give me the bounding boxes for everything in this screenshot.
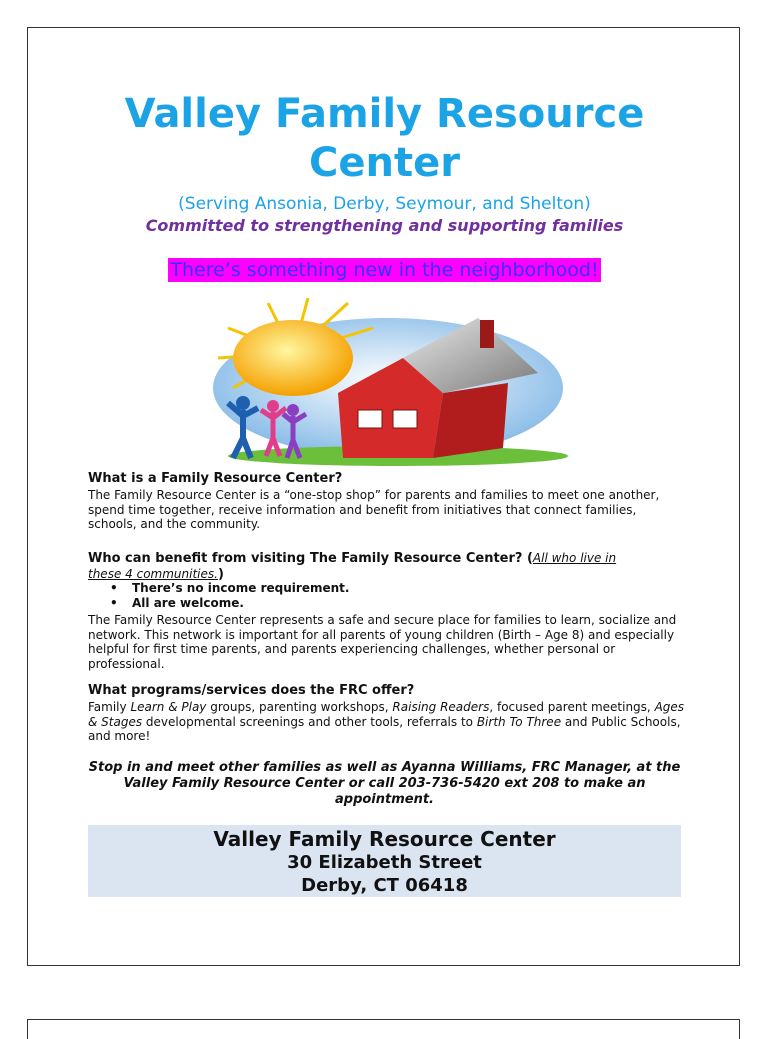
- house-sun-family-illustration: [188, 298, 568, 468]
- programs-text-1: Family: [88, 700, 131, 714]
- house-window-left: [358, 410, 382, 428]
- programs-learn-play: Learn & Play: [130, 700, 207, 714]
- programs-heading: What programs/services does the FRC offer?: [88, 683, 415, 698]
- address-name: Valley Family Resource Center: [213, 827, 556, 851]
- who-bullets: [108, 581, 349, 611]
- house-window-right: [393, 410, 417, 428]
- flyer-page: [27, 27, 740, 966]
- who-heading-communities-1: All who live in: [532, 551, 617, 565]
- next-page-edge: [27, 1019, 740, 1039]
- who-body: The Family Resource Center represents a safe and secure place for families to learn, socialize and network. This network is important for all parents of young children (Birth – Age 8) and especially helpful for first time parents, and parents experiencing challenges, whether personal or professional.: [88, 613, 677, 671]
- who-heading-text: Who can benefit from visiting The Family Resource Center? (: [88, 551, 533, 566]
- list-item: • All are welcome.: [108, 596, 349, 611]
- house-side: [433, 383, 508, 458]
- who-heading-communities-2: these 4 communities.: [88, 567, 218, 581]
- tagline: Committed to strengthening and supporting families: [145, 216, 624, 235]
- what-body: The Family Resource Center is a “one-stop shop” for parents and families to meet one another, spend time together, receive information and benefit from initiatives that connect families, schools, and the community.: [88, 488, 660, 531]
- who-heading-close-paren: ): [217, 567, 224, 582]
- title-line-2: Center: [309, 140, 460, 186]
- programs-birth-to-three: Birth To Three: [476, 714, 562, 729]
- sun: [233, 320, 353, 396]
- programs-text-4: developmental screenings and other tools, referrals to: [142, 714, 477, 729]
- list-item: • There’s no income requirement.: [108, 581, 349, 596]
- what-heading: What is a Family Resource Center?: [88, 471, 343, 486]
- programs-text-2: groups, parenting workshops,: [206, 700, 393, 714]
- closing-invitation: Stop in and meet other families as well as Ayanna Williams, FRC Manager, at the Valley Family Resource Center or call 203-736-5420 ext 208 to make an appointment.: [88, 760, 681, 807]
- programs-ages-stages: Ages & Stages: [88, 700, 685, 729]
- address-box: [88, 825, 681, 897]
- address-city: Derby, CT 06418: [301, 875, 468, 896]
- highlight-banner: There’s something new in the neighborhood!: [170, 259, 599, 281]
- programs-raising-readers: Raising Readers: [392, 700, 490, 714]
- programs-text-3: , focused parent meetings,: [489, 700, 655, 714]
- banner-wrap: [28, 258, 741, 282]
- title-line-1: Valley Family Resource: [124, 91, 645, 137]
- chimney: [480, 320, 494, 348]
- programs-body: [88, 700, 688, 744]
- serving-areas: (Serving Ansonia, Derby, Seymour, and Shelton): [178, 194, 591, 214]
- programs-text-5: and Public Schools, and more!: [88, 714, 681, 743]
- who-heading: [88, 550, 616, 567]
- address-street: 30 Elizabeth Street: [287, 852, 482, 873]
- page-title: [28, 90, 741, 188]
